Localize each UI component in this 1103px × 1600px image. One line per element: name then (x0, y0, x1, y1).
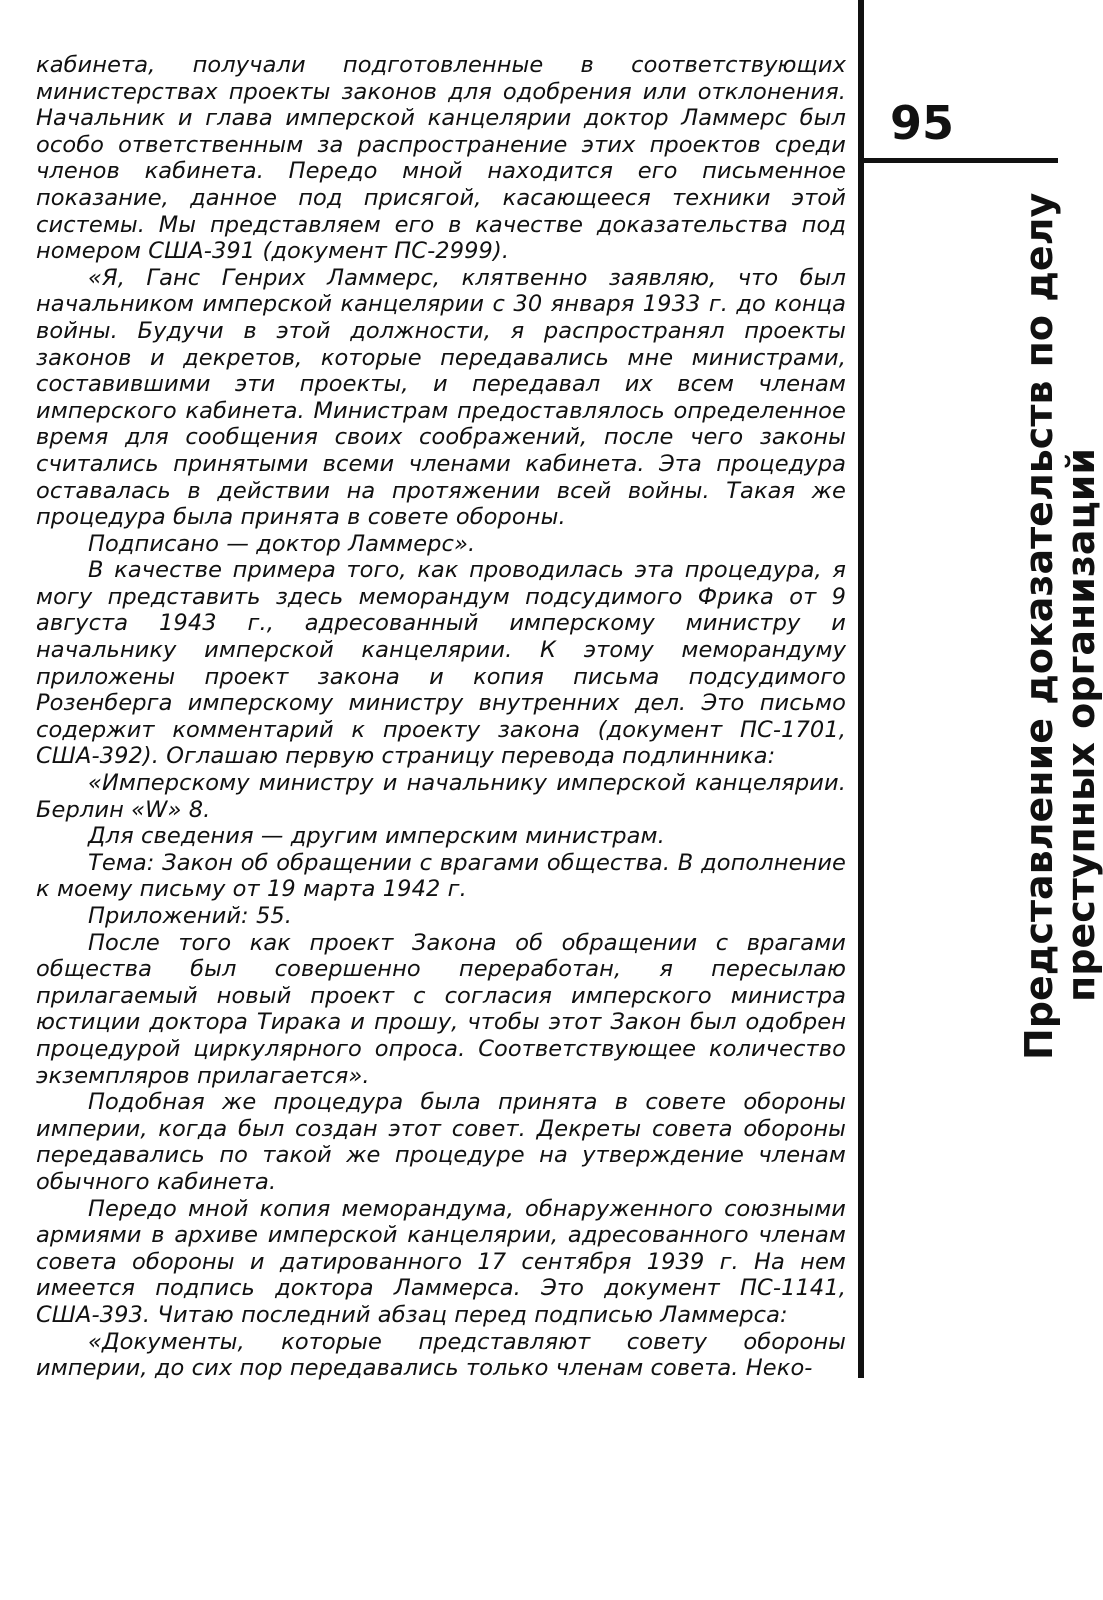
paragraph-1: кабинета, получали подготовленные в соответствующих министерствах проекты законов для одобрения или отклонения. Начальник и глава имперской канцелярии доктор Ламмерс был особо ответственным за распространение этих проектов среди членов кабинета. Передо мной находится его письменное показание, данное под присягой, касающееся техники этой системы. Мы представляем его в качестве доказательства под номером США-391 (документ ПС-2999). (36, 52, 846, 265)
paragraph-12: «Документы, которые представляют совету обороны империи, до сих пор передавались только членам совета. Неко- (36, 1328, 846, 1382)
paragraph-3: Подписано — доктор Ламмерс». (88, 530, 476, 557)
paragraph-11: Передо мной копия меморандума, обнаруженного союзными армиями в архиве имперской канцелярии, адресованного членам совета обороны и датированного 17 сентября 1939 г. На нем имеется подпись доктора Ламмерса. Это документ ПС-1141, США-393. Читаю последний абзац перед подписью Ламмерса: (36, 1195, 846, 1328)
margin-vertical-rule (858, 0, 864, 1378)
page-number: 95 (890, 96, 955, 150)
paragraph-7: Тема: Закон об обращении с врагами общества. В дополнение к моему письму от 19 марта 1942 г. (36, 849, 846, 903)
paragraph-10: Подобная же процедура была принята в совете обороны империи, когда был создан этот совет. Декреты совета обороны передавались по такой же процедуре на утверждение членам обычного кабинета. (36, 1089, 846, 1195)
paragraph-2: «Я, Ганс Генрих Ламмерс, клятвенно заявляю, что был начальником имперской канцелярии с 30 января 1933 г. до конца войны. Будучи в этой должности, я распространял проекты законов и декретов, которые передавались мне министрами, составившими эти проекты, и передавал их всем членам имперского кабинета. Министрам предоставлялось определенное время для сообщения своих соображений, после чего законы считались принятыми всеми членами кабинета. Эта процедура оставалась в действии на протяжении всей войны. Такая же процедура была принята в совете обороны. (36, 264, 846, 531)
paragraph-6: Для сведения — другим имперским министрам. (88, 823, 665, 850)
body-text (36, 52, 846, 1382)
paragraph-9: После того как проект Закона об обращении с врагами общества был совершенно переработан, я пересылаю прилагаемый новый проект с согласия имперского министра юстиции доктора Тирака и прошу, чтобы этот Закон был одобрен процедурой циркулярного опроса. Соответствующее количество экземпляров прилагается». (36, 929, 846, 1089)
running-title-line-1: Представление доказательств по делу (1017, 192, 1061, 1060)
running-title (1018, 160, 1102, 1060)
running-title-line-2: преступных организаций (1059, 448, 1103, 1002)
paragraph-4: В качестве примера того, как проводилась эта процедура, я могу представить здесь меморандум подсудимого Фрика от 9 августа 1943 г., адресованный имперскому министру и начальнику имперской канцелярии. К этому меморандуму приложены проект закона и копия письма подсудимого Розенберга имперскому министру внутренних дел. Это письмо содержит комментарий к проекту закона (документ ПС-1701, США-392). Оглашаю первую страницу перевода подлинника: (36, 557, 846, 770)
paragraph-8: Приложений: 55. (88, 903, 293, 929)
paragraph-5: «Имперскому министру и начальнику имперской канцелярии. Берлин «W» 8. (36, 770, 846, 823)
